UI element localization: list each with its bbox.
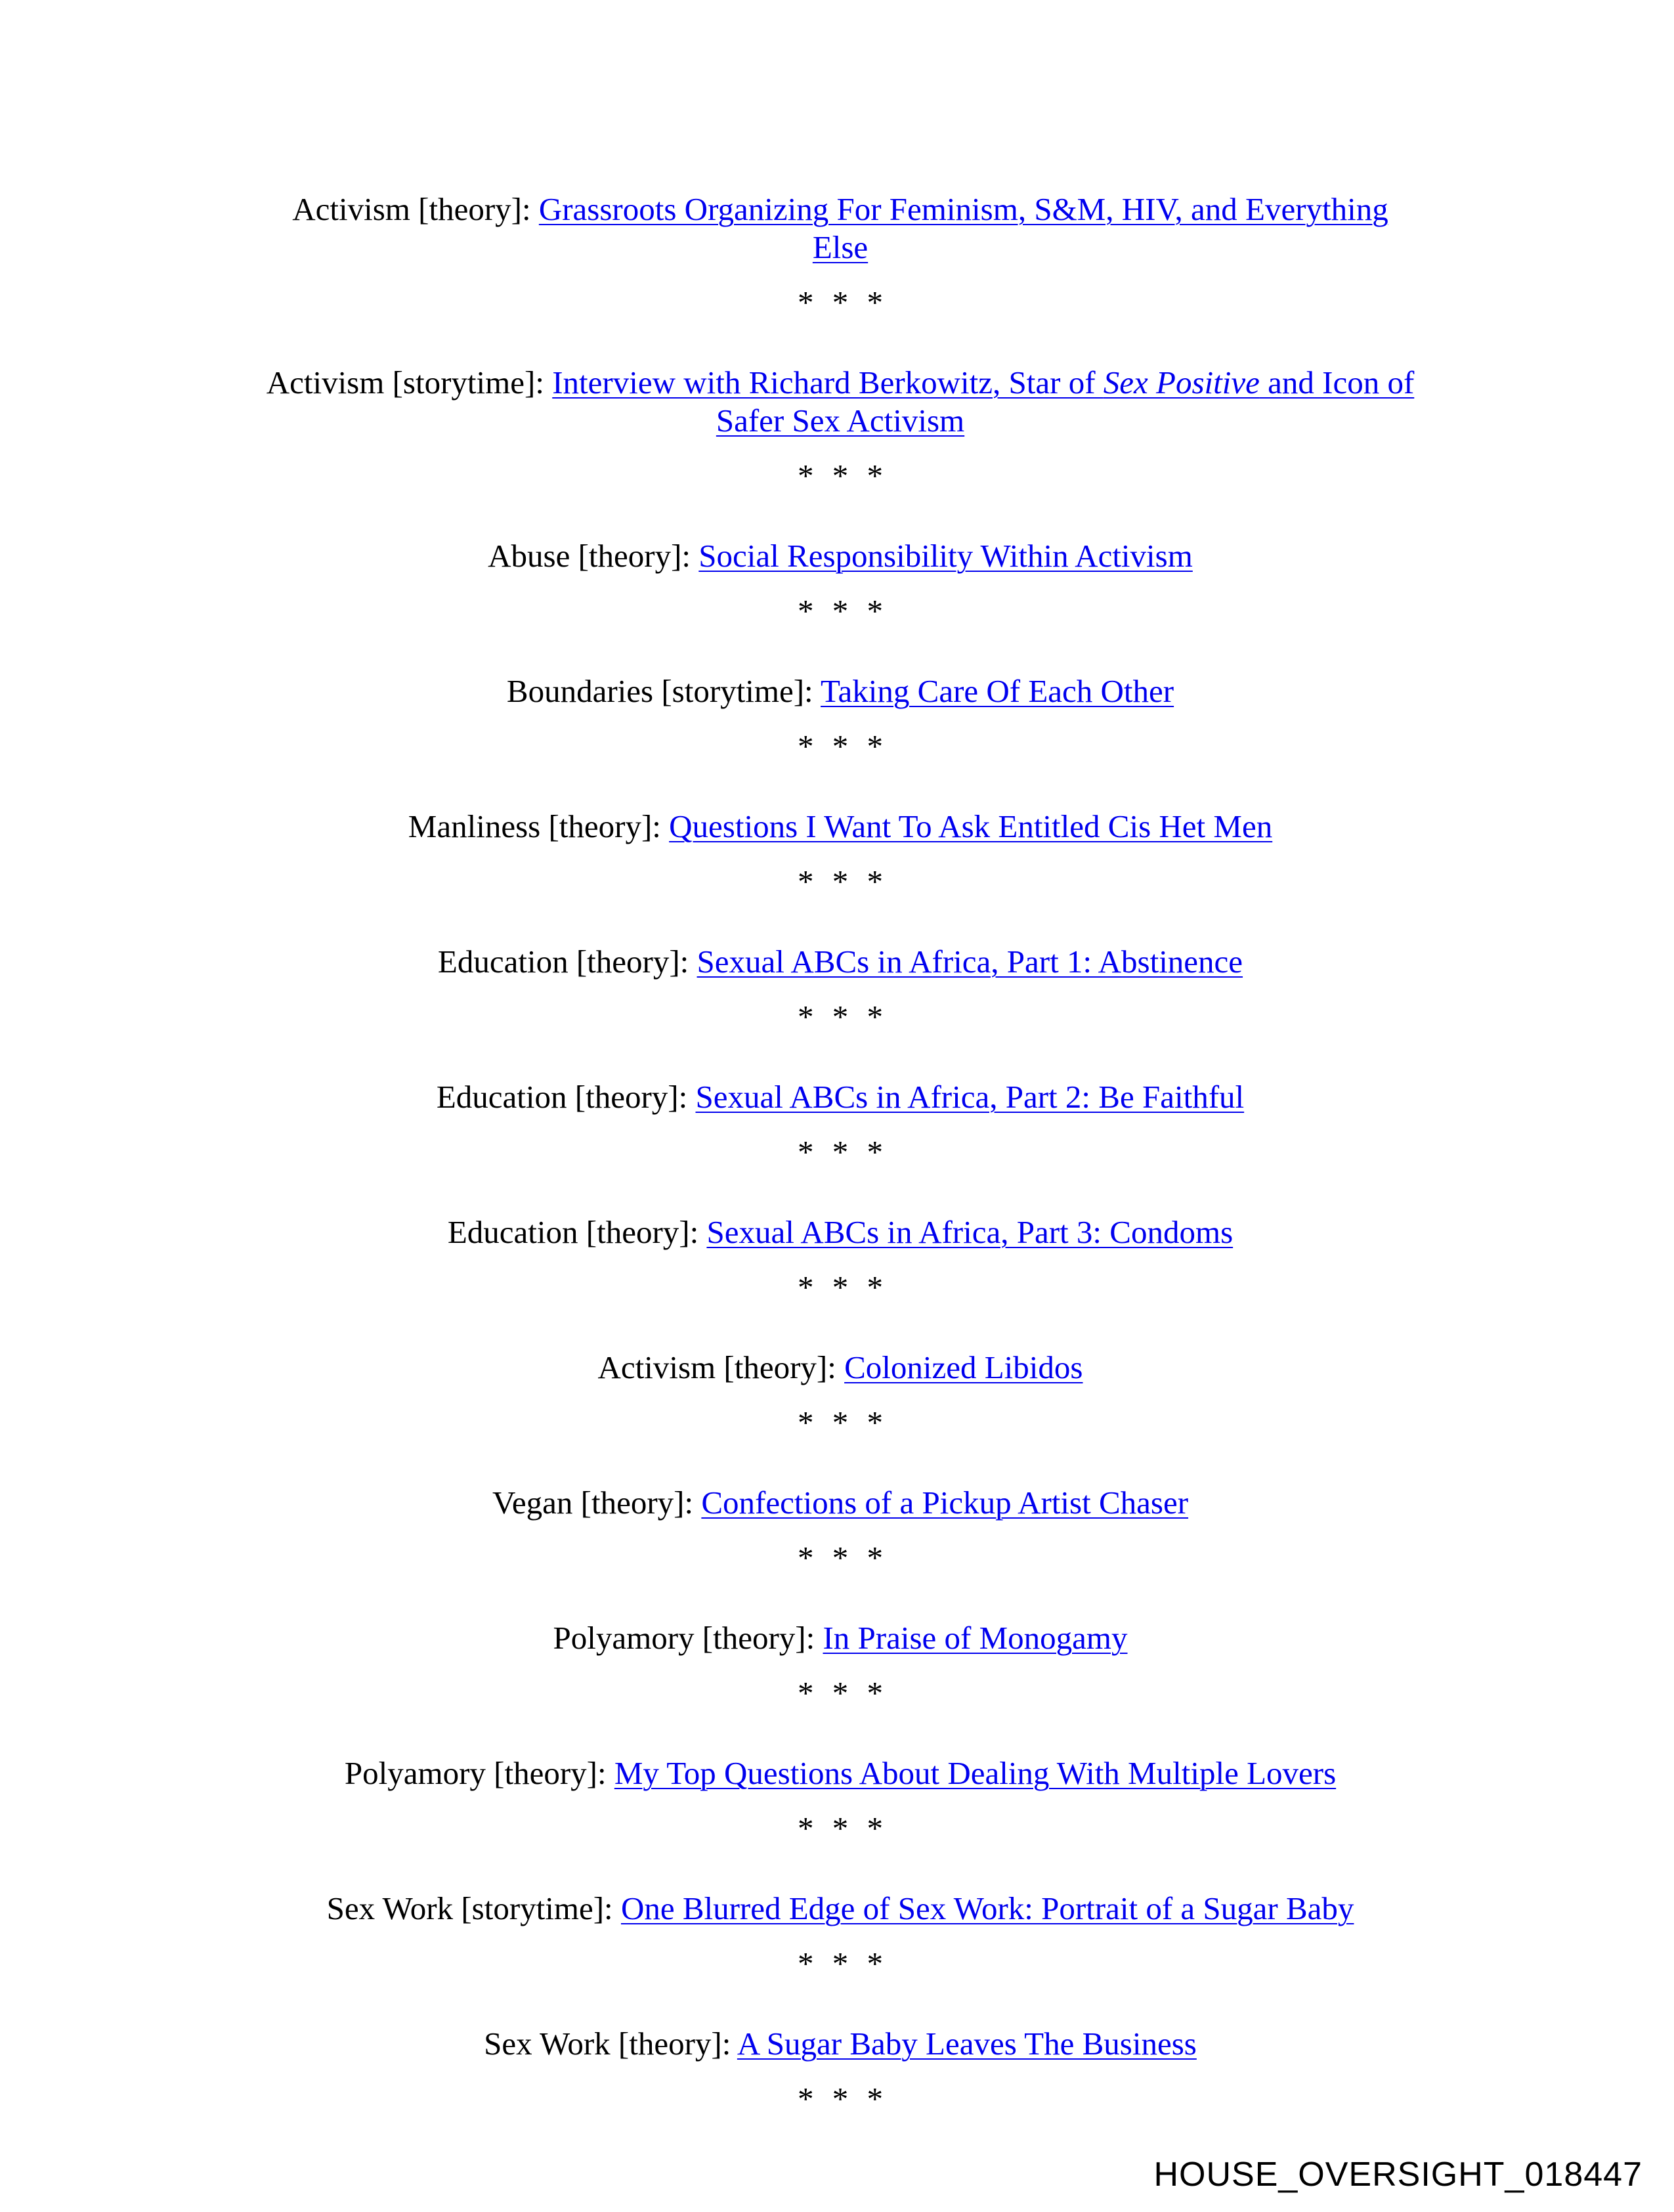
section-separator: * * *: [798, 593, 888, 629]
entry-category: Activism [storytime]:: [266, 364, 553, 401]
entry-category: Education [theory]:: [447, 1214, 707, 1250]
section-separator: * * *: [798, 728, 888, 764]
list-item: [223, 1349, 1457, 1387]
bates-stamp: HOUSE_OVERSIGHT_018447: [1153, 2156, 1642, 2194]
entry-category: Sex Work [storytime]:: [326, 1890, 621, 1926]
entry-link[interactable]: Grassroots Organizing For Feminism, S&M, HIV, and Everything Else: [538, 191, 1388, 265]
section-separator: * * *: [798, 2081, 888, 2117]
entry-link[interactable]: Social Responsibility Within Activism: [698, 538, 1193, 574]
list-item: [223, 1890, 1457, 1928]
entry-category: Polyamory [theory]:: [553, 1620, 823, 1656]
section-separator: * * *: [798, 1269, 888, 1305]
list-item: [223, 1619, 1457, 1657]
list-item: [223, 2025, 1457, 2063]
list-item: [223, 1484, 1457, 1522]
entry-link[interactable]: Questions I Want To Ask Entitled Cis Het Men: [669, 808, 1273, 844]
entry-category: Activism [theory]:: [597, 1349, 845, 1385]
list-item: [223, 672, 1457, 710]
entry-link[interactable]: Sexual ABCs in Africa, Part 2: Be Faithful: [695, 1079, 1245, 1115]
list-item: [223, 364, 1457, 440]
section-separator: * * *: [798, 1675, 888, 1711]
entry-category: Manliness [theory]:: [408, 808, 670, 844]
list-item: [223, 943, 1457, 981]
entry-category: Education [theory]:: [437, 943, 697, 980]
entry-link[interactable]: Sexual ABCs in Africa, Part 1: Abstinence: [697, 943, 1243, 980]
entry-link[interactable]: Confections of a Pickup Artist Chaser: [701, 1485, 1189, 1521]
entry-link[interactable]: Taking Care Of Each Other: [821, 673, 1174, 709]
entry-category: Activism [theory]:: [292, 191, 539, 227]
entry-category: Vegan [theory]:: [492, 1485, 702, 1521]
list-item: [223, 1754, 1457, 1792]
entry-link[interactable]: Interview with Richard Berkowitz, Star of Sex Positive and Icon of Safer Sex Activism: [552, 364, 1415, 439]
entry-category: Abuse [theory]:: [488, 538, 699, 574]
section-separator: * * *: [798, 1540, 888, 1576]
entry-category: Education [theory]:: [436, 1079, 696, 1115]
section-separator: * * *: [798, 999, 888, 1035]
section-separator: * * *: [798, 458, 888, 494]
section-separator: * * *: [798, 863, 888, 900]
list-item: [223, 537, 1457, 575]
section-separator: * * *: [798, 1404, 888, 1441]
article-index-list: [223, 190, 1457, 2118]
entry-link[interactable]: Sexual ABCs in Africa, Part 3: Condoms: [706, 1214, 1234, 1250]
list-item: [223, 1213, 1457, 1251]
entry-category: Polyamory [theory]:: [344, 1755, 614, 1791]
entry-category: Sex Work [theory]:: [484, 2026, 737, 2062]
entry-link[interactable]: In Praise of Monogamy: [823, 1620, 1128, 1656]
list-item: [223, 190, 1457, 267]
entry-category: Boundaries [storytime]:: [506, 673, 821, 709]
entry-link[interactable]: A Sugar Baby Leaves The Business: [737, 2026, 1197, 2062]
section-separator: * * *: [798, 1945, 888, 1982]
section-separator: * * *: [798, 284, 888, 320]
section-separator: * * *: [798, 1810, 888, 1846]
entry-link[interactable]: My Top Questions About Dealing With Multiple Lovers: [614, 1755, 1337, 1791]
list-item: [223, 808, 1457, 846]
list-item: [223, 1078, 1457, 1116]
section-separator: * * *: [798, 1134, 888, 1170]
entry-link[interactable]: Colonized Libidos: [844, 1349, 1083, 1385]
entry-link[interactable]: One Blurred Edge of Sex Work: Portrait of a Sugar Baby: [620, 1890, 1354, 1926]
